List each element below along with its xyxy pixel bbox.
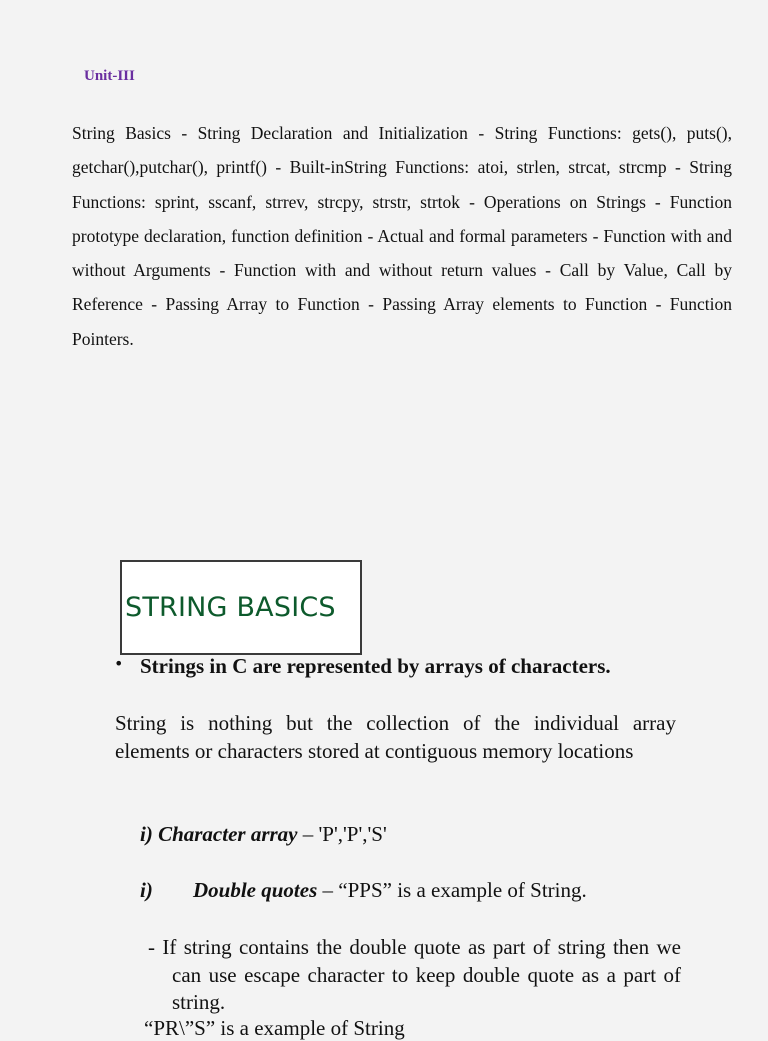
list-item-label: i) Character array: [140, 822, 298, 846]
list-item-character-array: [140, 822, 387, 847]
list-item-text: – “PPS” is a example of String.: [317, 878, 587, 902]
list-item-label: Double quotes: [193, 878, 318, 902]
syllabus-paragraph: String Basics - String Declaration and Initialization - String Functions: gets(), puts(), getchar(),putchar(), printf() - Built-inString Functions: atoi, strlen, strcat, strcmp - String Functions: sprint, sscanf, strrev, strcpy, strstr, strtok - Operations on Strings - Function prototype declaration, function definition - Actual and formal parameters - Function with and without Arguments - Function with and without return values - Call by Value, Call by Reference - Passing Array to Function - Passing Array elements to Function - Function Pointers.: [72, 123, 732, 349]
escape-note: - If string contains the double quote as part of string then we can use escape character to keep double quote as a part of string.: [148, 935, 681, 1014]
definition-paragraph: String is nothing but the collection of the individual array elements or characters stored at contiguous memory locations: [115, 711, 676, 763]
section-heading: STRING BASICS: [125, 592, 336, 623]
bullet-text: Strings in C are represented by arrays of characters.: [140, 654, 611, 678]
section-heading-box: [120, 560, 362, 655]
unit-title: Unit-III: [84, 68, 135, 84]
list-item-number: i): [140, 878, 153, 902]
list-item-double-quotes: [193, 878, 587, 903]
bullet-icon: •: [114, 654, 124, 673]
list-item-text: – 'P','P','S': [297, 822, 387, 846]
cutoff-example-line: “PR\”S” is a example of String: [144, 1016, 405, 1040]
